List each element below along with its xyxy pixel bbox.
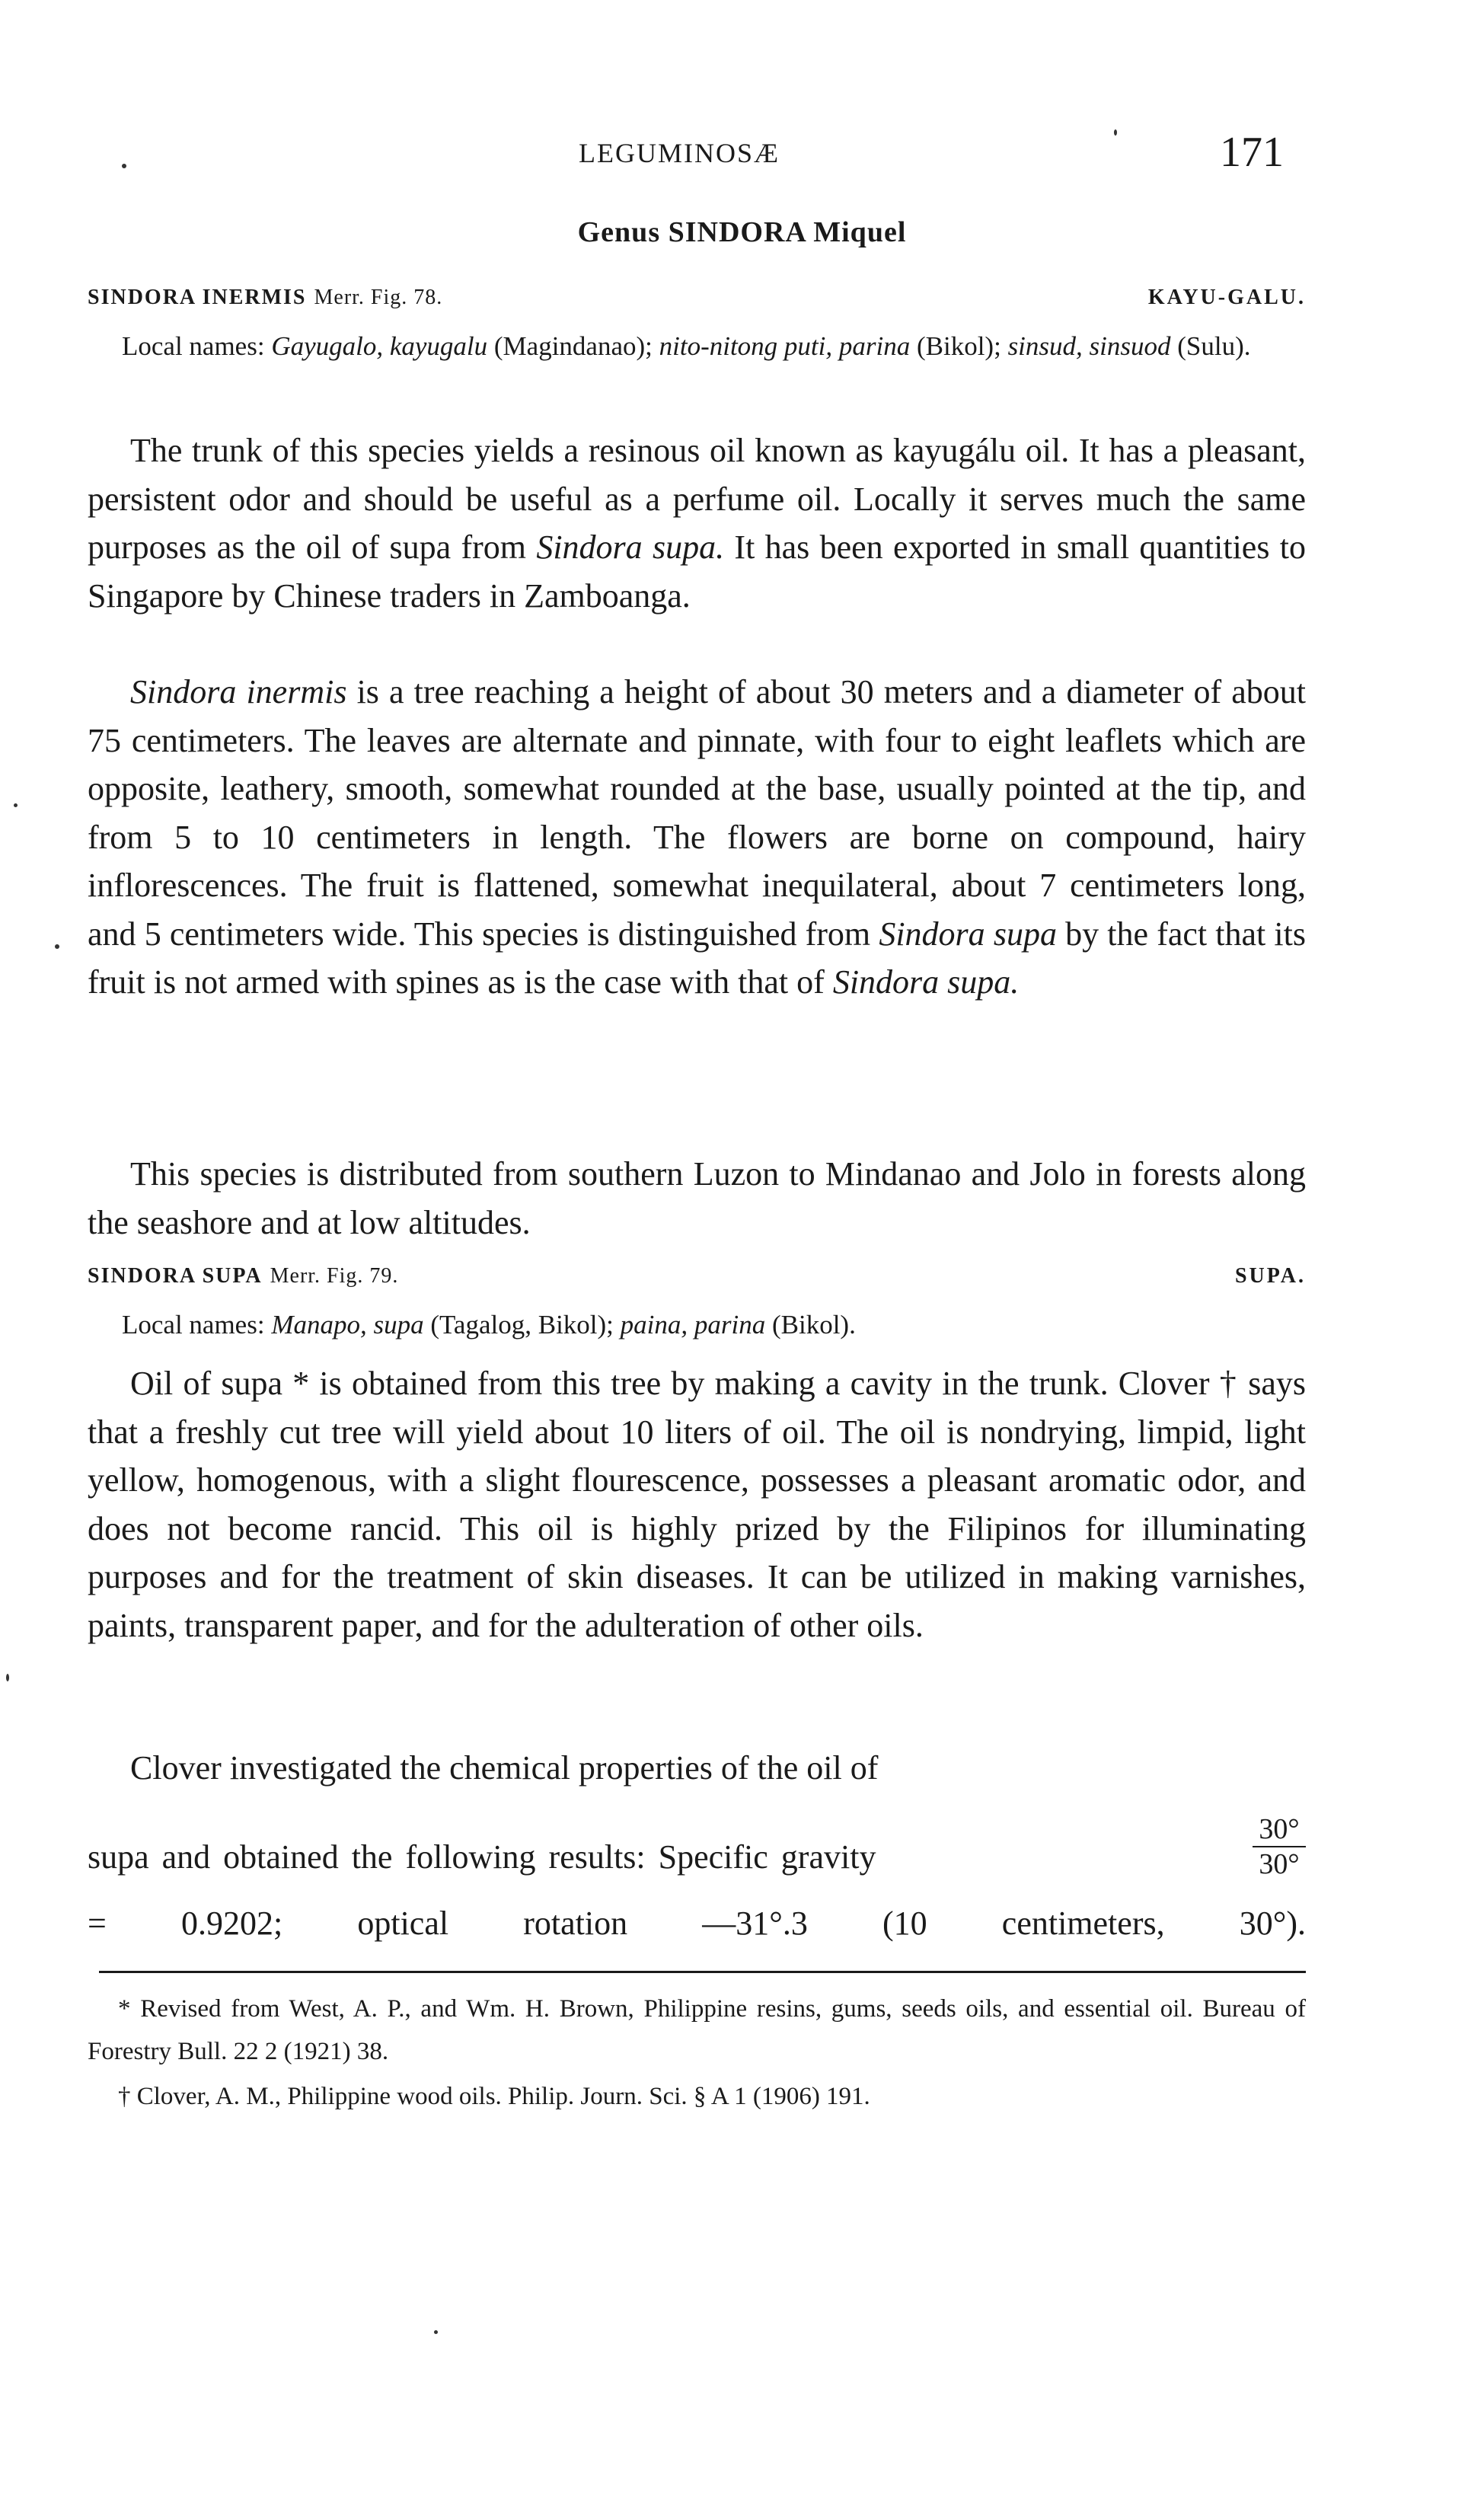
local-name: nito-nitong puti, parina [659, 331, 911, 361]
page-number: 171 [1220, 129, 1284, 176]
scan-speck [434, 2330, 438, 2334]
local-name: Manapo, supa [271, 1310, 424, 1340]
specific-gravity-text: supa and obtained the following results: Specific gravity [88, 1838, 876, 1876]
running-title: LEGUMINOSÆ [579, 138, 780, 168]
local-names-sindora-inermis [88, 324, 1306, 369]
local-names-sindora-supa [88, 1302, 1306, 1348]
species-authority: Merr. Fig. 79. [270, 1264, 399, 1288]
gravity-denominator: 30° [1259, 1848, 1300, 1880]
paragraph-distribution: This species is distributed from southern Luzon to Mindanao and Jolo in forests along the seashore and at low altitudes. [88, 1155, 1306, 1241]
gravity-numerator: 30° [1253, 1812, 1306, 1847]
gravity-result-line: = 0.9202; optical rotation —31°.3 (10 centimeters, 30°). [88, 1905, 1306, 1942]
scan-speck [122, 164, 126, 168]
species-authority: Merr. Fig. 78. [314, 286, 443, 309]
local-name-region: (Sulu). [1177, 331, 1251, 361]
paragraph-oil-description [88, 426, 1306, 620]
scan-speck [55, 944, 59, 949]
local-name: paina, parina [620, 1310, 766, 1340]
species-heading-sindora-supa [88, 1264, 1306, 1295]
italic-species-name: Sindora supa [879, 915, 1057, 953]
species-name [88, 286, 442, 310]
paragraph-tree-description [88, 668, 1306, 1007]
local-names-label: Local names: [122, 1310, 265, 1340]
common-name: SUPA. [1234, 1264, 1306, 1288]
common-name: KAYU-GALU. [1147, 286, 1306, 309]
species-name-text: SINDORA SUPA [88, 1264, 263, 1288]
italic-species-name: Sindora inermis [130, 673, 347, 710]
footnote-divider [99, 1971, 1306, 1973]
scan-speck [1114, 129, 1117, 136]
local-name-region: (Bikol). [771, 1310, 856, 1340]
running-header [0, 128, 1484, 181]
genus-heading: Genus SINDORA Miquel [577, 216, 907, 248]
species-heading-sindora-inermis [88, 286, 1306, 316]
scan-speck [6, 1674, 9, 1681]
italic-species-name: Sindora supa. [536, 528, 725, 566]
footnote-dagger: † Clover, A. M., Philippine wood oils. Philip. Journ. Sci. § A 1 (1906) 191. [118, 2083, 870, 2110]
text-run: is a tree reaching a height of about 30 meters and a diameter of about 75 centimeters. The leaves are alternate and pinnate, with four to eight leaflets which are opposite, leathery, smooth, somewhat rounded at the base, usually pointed at the tip, and from 5 to 10 centimeters in length. The flowers are borne on compound, hairy inflorescences. The fruit is flattened, somewhat inequilateral, about 7 centimeters long, and 5 centimeters wide. This species is distinguished from [88, 673, 1306, 953]
local-name: Gayugalo, kayugalu [271, 331, 488, 361]
text-run: by the fact that its fruit is not armed with spines as is the case with that of [88, 915, 1307, 1001]
local-name: sinsud, sinsuod [1007, 331, 1171, 361]
text-run: The trunk of this species yields a resinous oil known as kayugálu oil. It has a pleasant, persistent odor and should be useful as a perfume oil. Locally it serves much the same purposes as the oil of supa from [88, 432, 1306, 566]
text-run: It has been exported in small quantities to Singapore by Chinese traders in Zamboanga. [88, 528, 1306, 615]
specific-gravity-line [88, 1812, 1306, 1896]
paragraph-oil-of-supa: Oil of supa * is obtained from this tree by making a cavity in the trunk. Clover † says that a freshly cut tree will yield about 10 liters of oil. The oil is nondrying, limpid, light yellow, homogenous, with a slight flourescence, possesses a pleasant aromatic odor, and does not become rancid. This oil is highly prized by the Filipinos for illuminating purposes and for the treatment of skin diseases. It can be utilized in making varnishes, paints, transparent paper, and for the adulteration of other oils. [88, 1365, 1306, 1644]
local-names-label: Local names: [122, 331, 265, 361]
local-name-region: (Bikol); [916, 331, 1001, 361]
local-name-region: (Tagalog, Bikol); [430, 1310, 614, 1340]
species-name-text: SINDORA INERMIS [88, 286, 307, 309]
footnote-asterisk: * Revised from West, A. P., and Wm. H. Brown, Philippine resins, gums, seeds oils, and essential oil. Bureau of Forestry Bull. 22 2 (1921) 38. [88, 1995, 1306, 2065]
paragraph-chemical-properties: Clover investigated the chemical properties of the oil of [130, 1749, 879, 1787]
gravity-fraction [1253, 1812, 1306, 1881]
species-name [88, 1264, 398, 1288]
italic-species-name: Sindora supa. [832, 963, 1020, 1001]
local-name-region: (Magindanao); [493, 331, 653, 361]
scan-speck [14, 803, 18, 807]
